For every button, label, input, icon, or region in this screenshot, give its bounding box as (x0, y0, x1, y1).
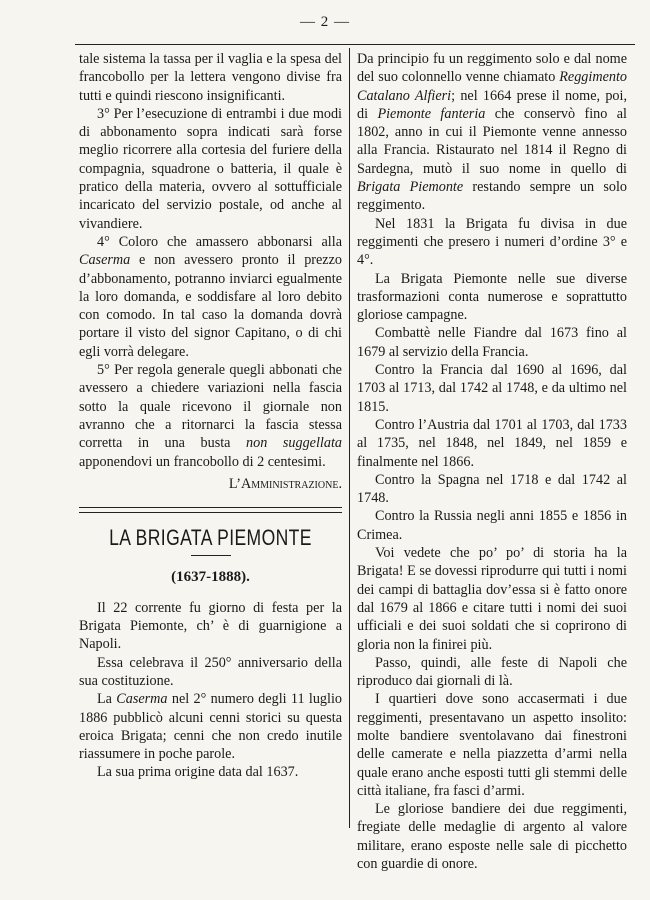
paragraph: Il 22 corrente fu giorno di festa per la Brigata Piemonte, ch’ è di guarnigione a Napoli. (79, 599, 342, 653)
paragraph: Voi vedete che po’ po’ di storia ha la Brigata! E se dovessi riprodurre qui tutti i nomi dei campi di battaglia dov’essa si è fatto onore dal 1679 al 1866 e citare tutti i nomi dei suoi ufficiali e dei suoi soldati che si coprirono di gloria non la finirei più. (357, 545, 627, 653)
emphasis: Reggimento Catalano Alfieri (357, 69, 627, 104)
text-run: nel 2° numero degli 11 luglio 1886 pubblicò alcuni cenni storici su questa eroica Brigata; cenni che non credo inutile riassumere in poche parole. (79, 691, 342, 763)
text-run: che conservò fino al 1802, anno in cui il Piemonte venne annesso alla Francia. Ristaurato nel 1814 il Regno di Sardegna, mutò il suo nome in quello di (357, 105, 627, 177)
emphasis: Brigata Piemonte (357, 179, 464, 196)
paragraph: Contro la Spagna nel 1718 e dal 1742 al 1748. (357, 471, 627, 507)
paragraph: Essa celebrava il 250° anniversario della sua costituzione. (79, 654, 342, 689)
paragraph (79, 690, 342, 763)
paragraph: I quartieri dove sono accasermati i due reggimenti, presentavano un aspetto insolito: molte bandiere sventolavano dai finestroni delle camerate e nella piazzetta d’armi nella quale erano anche esposti tutti gli stemmi delle città italiane, fra fasci d’armi. (357, 691, 627, 799)
paragraph: Contro la Francia dal 1690 al 1696, dal 1703 al 1713, dal 1742 al 1748, e da ultimo nel 1815. (357, 362, 627, 415)
signature: L’Amministrazione. (228, 475, 342, 492)
paragraph: Le gloriose bandiere dei due reggimenti, fregiate delle medaglie di argento al valore militare, erano esposte nelle sale di picchetto con guardie di onore. (357, 801, 627, 873)
paragraph (79, 233, 342, 361)
left-column (79, 50, 342, 782)
text-run: e non avessero pronto il prezzo d’abbonamento, potranno inviarci egualmente la loro domanda, e soddisfare al loro debito con comodo. In tal caso la domanda dovrà portare il visto del signor Capitano, o di chi egli vorrà delegare. (79, 252, 342, 360)
paragraph: tale sistema la tassa per il vaglia e la spesa del francobollo per la lettera vengono divise fra tutti e quindi riescono insignificanti. (79, 51, 342, 104)
paragraph: Contro l’Austria dal 1701 al 1703, dal 1733 al 1735, nel 1848, nel 1849, nel 1859 e finalmente nel 1866. (357, 416, 627, 470)
paragraph: 3° Per l’esecuzione di entrambi i due modi di abbonamento sopra indicati sarà forse meglio ricorrere alla cortesia del furiere della compagnia, squadrone o batteria, il quale è pratico della materia, ovvero al sottufficiale incaricato del servizio postale, od anche al vivandiere. (79, 105, 342, 232)
text-run: restando sempre un solo reggimento. (357, 179, 627, 214)
article-headline: LA BRIGATA PIEMONTE (109, 525, 312, 551)
text-run: 4° Coloro che amassero abbonarsi alla (97, 233, 342, 250)
article-dates: (1637-1888). (171, 569, 250, 586)
emphasis: non suggellata (246, 435, 342, 452)
paragraph: Nel 1831 la Brigata fu divisa in due reggimenti che presero i numeri d’ordine 3° e 4°. (357, 215, 627, 269)
text-run: Da principio fu un reggimento solo e dal nome del suo colonnello venne chiamato (357, 51, 627, 86)
text-run: La (97, 691, 117, 708)
paragraph: La sua prima origine data dal 1637. (97, 764, 299, 781)
paragraph: La Brigata Piemonte nelle sue diverse trasformazioni conta numerose e soprattutto gloriose campagne. (357, 270, 627, 324)
paragraph (79, 361, 342, 471)
right-column (357, 50, 627, 873)
short-rule (191, 555, 231, 556)
double-rule (79, 507, 342, 513)
paragraph (357, 50, 627, 215)
page-number: — 2 — (300, 14, 350, 30)
paragraph: Contro la Russia negli anni 1855 e 1856 in Crimea. (357, 508, 627, 543)
emphasis: Caserma (116, 691, 168, 708)
emphasis: Caserma (79, 252, 131, 269)
text-run: apponendovi un francobollo di 2 centesimi. (79, 453, 326, 470)
paragraph: Passo, quindi, alle feste di Napoli che riproduco dai giornali di là. (357, 654, 627, 690)
emphasis: Piemonte fanteria (377, 105, 486, 122)
paragraph: Combattè nelle Fiandre dal 1673 fino al 1679 al servizio della Francia. (357, 325, 627, 360)
top-rule (75, 44, 635, 45)
column-divider (349, 48, 350, 828)
text-run: ; nel 1664 prese il nome, poi, di (357, 87, 627, 122)
text-run: 5° Per regola generale quegli abbonati che avessero a chiedere variazioni nella fascia sotto la quale ricevono il giornale non avranno che a ritornarci la fascia stessa corretta in una busta (79, 362, 342, 452)
